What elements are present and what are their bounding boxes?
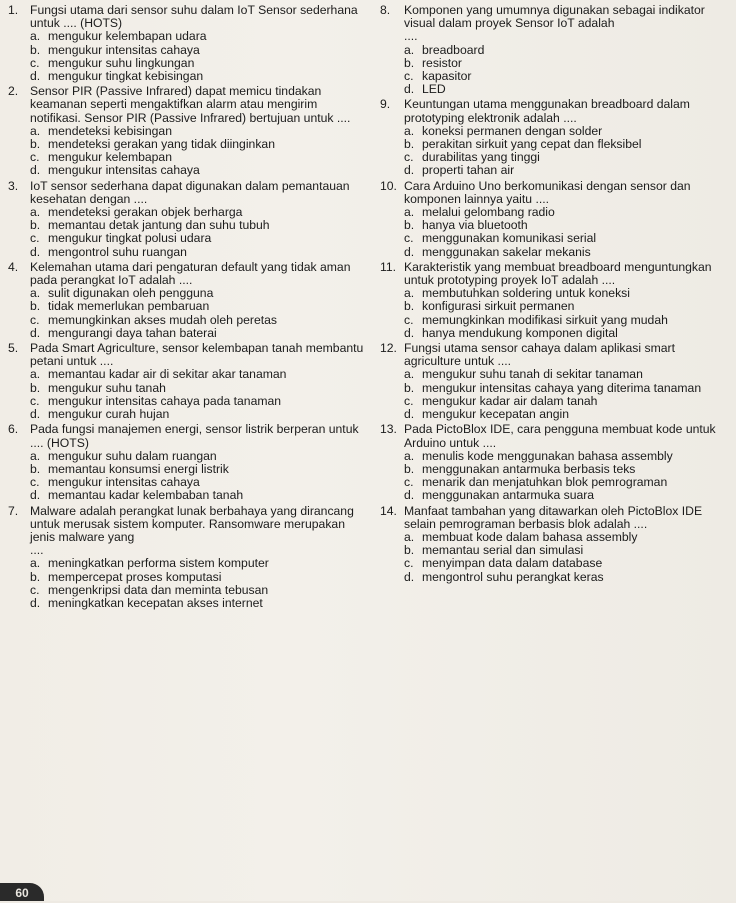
answer-option[interactable] [8, 164, 364, 177]
option-letter: d. [404, 325, 415, 340]
question-number: 12. [380, 341, 397, 356]
answer-option[interactable] [8, 571, 364, 584]
question-text: Keuntungan utama menggunakan breadboard dalam prototyping elektronik adalah .... [404, 97, 690, 125]
option-text: mengukur suhu tanah [48, 380, 166, 395]
option-text: resistor [422, 55, 462, 70]
option-text: hanya mendukung komponen digital [422, 325, 618, 340]
answer-option[interactable] [8, 232, 364, 245]
option-text: LED [422, 82, 446, 97]
question-item [8, 4, 364, 83]
question-item [380, 180, 732, 259]
option-text: kapasitor [422, 69, 472, 84]
option-letter: d. [404, 244, 415, 259]
option-letter: b. [404, 299, 415, 314]
question-text: Pada Smart Agriculture, sensor kelembapan tanah membantu petani untuk .... [30, 341, 364, 369]
option-letter: d. [404, 163, 415, 178]
option-text: mempercepat proses komputasi [48, 569, 222, 584]
option-text: perakitan sirkuit yang cepat dan fleksibel [422, 137, 642, 152]
question-text: Fungsi utama sensor cahaya dalam aplikasi smart agriculture untuk .... [404, 341, 675, 369]
answer-option[interactable] [8, 597, 364, 610]
question-stem [8, 342, 364, 368]
question-text: Pada PictoBlox IDE, cara pengguna membuat kode untuk Arduino untuk .... [404, 422, 716, 450]
question-stem [380, 98, 732, 124]
answer-option[interactable] [380, 450, 732, 463]
option-letter: a. [404, 123, 415, 138]
question-stem [380, 261, 732, 287]
option-text: mengukur tingkat kebisingan [48, 69, 204, 84]
question-item [8, 423, 364, 502]
option-text: mengukur suhu tanah di sekitar tanaman [422, 367, 643, 382]
question-item [380, 505, 732, 584]
answer-option[interactable] [380, 300, 732, 313]
option-letter: d. [404, 488, 415, 503]
question-text: Fungsi utama dari sensor suhu dalam IoT Sensor sederhana untuk .... (HOTS) [30, 3, 358, 31]
option-text: mengukur suhu dalam ruangan [48, 448, 217, 463]
answer-option[interactable] [8, 489, 364, 502]
question-number: 10. [380, 178, 397, 193]
question-text: Karakteristik yang membuat breadboard menguntungkan untuk prototyping proyek IoT adalah .... [404, 259, 712, 288]
option-letter: a. [30, 556, 41, 571]
question-item [8, 342, 364, 421]
option-letter: c. [404, 231, 414, 246]
option-letter: c. [404, 556, 414, 571]
option-text: mendeteksi gerakan yang tidak diinginkan [48, 137, 275, 152]
option-letter: d. [404, 82, 415, 97]
answer-option[interactable] [8, 30, 364, 43]
option-letter: a. [404, 205, 415, 220]
answer-option[interactable] [8, 44, 364, 57]
option-letter: b. [30, 380, 41, 395]
question-stem [8, 261, 364, 287]
option-text: mengukur kelembapan [48, 150, 172, 165]
option-letter: c. [30, 475, 40, 490]
question-stem [8, 423, 364, 449]
option-text: tidak memerlukan pembaruan [48, 299, 210, 314]
question-stem [8, 85, 364, 125]
option-letter: c. [404, 69, 414, 84]
answer-option[interactable] [8, 70, 364, 83]
question-stem [380, 180, 732, 206]
option-text: membutuhkan soldering untuk koneksi [422, 286, 630, 301]
option-text: mengukur kecepatan angin [422, 407, 570, 422]
question-item [380, 98, 732, 177]
answer-option[interactable] [380, 83, 732, 96]
option-letter: b. [30, 569, 41, 584]
left-column [8, 4, 364, 612]
option-letter: b. [404, 55, 415, 70]
option-text: memungkinkan akses mudah oleh peretas [48, 312, 277, 327]
option-text: mengukur intensitas cahaya [48, 42, 200, 57]
answer-option[interactable] [8, 450, 364, 463]
question-stem [8, 505, 364, 545]
option-text: mengukur intensitas cahaya [48, 475, 200, 490]
option-letter: b. [404, 543, 415, 558]
question-text: Malware adalah perangkat lunak berbahaya yang dirancang untuk merusak sistem komputer. Ransomware merupakan jenis malware yang [30, 503, 354, 544]
answer-option[interactable] [380, 382, 732, 395]
answer-option[interactable] [380, 327, 732, 340]
option-text: menulis kode menggunakan bahasa assembly [422, 448, 673, 463]
option-letter: c. [30, 150, 40, 165]
question-number: 5. [8, 341, 19, 356]
option-text: memantau detak jantung dan suhu tubuh [48, 218, 270, 233]
question-item [8, 505, 364, 611]
option-letter: a. [30, 29, 41, 44]
question-number: 7. [8, 503, 19, 518]
option-text: memantau serial dan simulasi [422, 543, 584, 558]
option-text: menggunakan antarmuka suara [422, 488, 595, 503]
page-number: 60 [0, 883, 44, 901]
option-text: mengukur suhu lingkungan [48, 55, 195, 70]
option-text: mengukur intensitas cahaya yang diterima tanaman [422, 380, 702, 395]
answer-option[interactable] [8, 368, 364, 381]
answer-option[interactable] [8, 246, 364, 259]
question-stem [380, 4, 732, 30]
option-text: menggunakan komunikasi serial [422, 231, 597, 246]
question-text: Cara Arduino Uno berkomunikasi dengan sensor dan komponen lainnya yaitu .... [404, 178, 691, 206]
option-letter: d. [30, 407, 41, 422]
option-letter: d. [404, 407, 415, 422]
question-item [8, 180, 364, 259]
answer-option[interactable] [380, 164, 732, 177]
option-text: memungkinkan modifikasi sirkuit yang mudah [422, 312, 668, 327]
option-letter: b. [30, 137, 41, 152]
option-letter: b. [404, 380, 415, 395]
option-text: meningkatkan performa sistem komputer [48, 556, 269, 571]
option-letter: c. [30, 393, 40, 408]
option-letter: d. [30, 244, 41, 259]
option-text: melalui gelombang radio [422, 205, 555, 220]
option-letter: a. [30, 205, 41, 220]
answer-option[interactable] [8, 382, 364, 395]
option-text: menggunakan sakelar mekanis [422, 244, 591, 259]
option-text: durabilitas yang tinggi [422, 150, 540, 165]
option-text: mengenkripsi data dan meminta tebusan [48, 582, 269, 597]
option-letter: a. [30, 448, 41, 463]
question-text: Sensor PIR (Passive Infrared) dapat memicu tindakan keamanan seperti mengaktifkan alarm atau mengirim notifikasi. Sensor PIR (Passive Infrared) bertujuan untuk .... [30, 84, 351, 125]
option-letter: a. [30, 286, 41, 301]
option-letter: d. [30, 325, 41, 340]
option-text: properti tahan air [422, 163, 515, 178]
question-text: Pada fungsi manajemen energi, sensor listrik berperan untuk .... (HOTS) [30, 422, 359, 450]
question-stem [8, 180, 364, 206]
option-text: mengukur tingkat polusi udara [48, 231, 212, 246]
question-number: 13. [380, 422, 397, 437]
answer-option[interactable] [380, 246, 732, 259]
question-number: 9. [380, 97, 391, 112]
question-number: 3. [8, 178, 19, 193]
option-text: meningkatkan kecepatan akses internet [48, 595, 263, 610]
option-letter: d. [30, 163, 41, 178]
question-stem [8, 4, 364, 30]
option-letter: a. [404, 448, 415, 463]
option-letter: a. [404, 42, 415, 57]
answer-option[interactable] [8, 408, 364, 421]
option-text: mengukur kelembapan udara [48, 29, 207, 44]
answer-option[interactable] [8, 557, 364, 570]
option-letter: b. [30, 461, 41, 476]
question-item [380, 261, 732, 340]
question-stem [380, 342, 732, 368]
right-column [380, 4, 732, 586]
option-text: koneksi permanen dengan solder [422, 123, 603, 138]
option-text: memantau konsumsi energi listrik [48, 461, 229, 476]
option-letter: a. [30, 367, 41, 382]
question-item [8, 85, 364, 177]
question-blank: .... [30, 543, 44, 558]
question-text: IoT sensor sederhana dapat digunakan dalam pemantauan kesehatan dengan .... [30, 178, 350, 206]
question-number: 8. [380, 3, 391, 17]
answer-option[interactable] [380, 408, 732, 421]
question-number: 1. [8, 3, 19, 17]
answer-option[interactable] [8, 327, 364, 340]
option-letter: c. [30, 582, 40, 597]
option-letter: c. [404, 475, 414, 490]
answer-option[interactable] [380, 557, 732, 570]
option-text: mendeteksi kebisingan [48, 123, 172, 138]
option-text: breadboard [422, 42, 485, 57]
option-text: memantau kadar air di sekitar akar tanaman [48, 367, 287, 382]
option-text: mengukur curah hujan [48, 407, 170, 422]
option-letter: d. [404, 569, 415, 584]
option-letter: a. [404, 286, 415, 301]
answer-option[interactable] [380, 44, 732, 57]
question-blank: .... [404, 29, 418, 44]
option-text: memantau kadar kelembaban tanah [48, 488, 244, 503]
option-letter: b. [30, 299, 41, 314]
option-letter: b. [404, 218, 415, 233]
answer-option[interactable] [380, 489, 732, 502]
option-letter: c. [404, 312, 414, 327]
question-stem [380, 423, 732, 449]
option-text: hanya via bluetooth [422, 218, 528, 233]
option-text: mengukur intensitas cahaya pada tanaman [48, 393, 282, 408]
option-letter: c. [30, 231, 40, 246]
option-text: mengukur intensitas cahaya [48, 163, 200, 178]
option-letter: c. [404, 150, 414, 165]
option-text: menarik dan menjatuhkan blok pemrograman [422, 475, 668, 490]
option-text: menggunakan antarmuka berbasis teks [422, 461, 636, 476]
option-text: mengukur kadar air dalam tanah [422, 393, 598, 408]
option-text: konfigurasi sirkuit permanen [422, 299, 575, 314]
option-letter: c. [404, 393, 414, 408]
option-text: mengontrol suhu perangkat keras [422, 569, 604, 584]
option-letter: b. [30, 218, 41, 233]
question-number: 11. [380, 259, 397, 274]
question-number: 6. [8, 422, 19, 437]
option-letter: a. [404, 367, 415, 382]
option-letter: d. [30, 488, 41, 503]
question-text: Komponen yang umumnya digunakan sebagai indikator visual dalam proyek Sensor IoT adalah [404, 3, 705, 31]
answer-option[interactable] [8, 300, 364, 313]
option-letter: d. [30, 595, 41, 610]
question-number: 14. [380, 503, 397, 518]
option-text: mengontrol suhu ruangan [48, 244, 187, 259]
question-item [8, 261, 364, 340]
answer-option[interactable] [8, 314, 364, 327]
question-number: 4. [8, 259, 19, 274]
question-number: 2. [8, 84, 19, 99]
option-text: sulit digunakan oleh pengguna [48, 286, 214, 301]
question-text: Manfaat tambahan yang ditawarkan oleh PictoBlox IDE selain pemrograman berbasis blok adalah .... [404, 503, 703, 531]
option-letter: b. [404, 461, 415, 476]
option-text: mendeteksi gerakan objek berharga [48, 205, 243, 220]
answer-option[interactable] [380, 368, 732, 381]
option-letter: b. [30, 42, 41, 57]
option-letter: c. [30, 55, 40, 70]
answer-option[interactable] [380, 314, 732, 327]
answer-option[interactable] [380, 232, 732, 245]
option-text: menyimpan data dalam database [422, 556, 603, 571]
option-letter: d. [30, 69, 41, 84]
option-text: membuat kode dalam bahasa assembly [422, 529, 638, 544]
answer-option[interactable] [8, 584, 364, 597]
option-letter: b. [404, 137, 415, 152]
option-letter: a. [30, 123, 41, 138]
question-stem [380, 505, 732, 531]
option-letter: a. [404, 529, 415, 544]
option-text: mengurangi daya tahan baterai [48, 325, 217, 340]
question-text: Kelemahan utama dari pengaturan default yang tidak aman pada perangkat IoT adalah .... [30, 259, 351, 288]
question-item [380, 423, 732, 502]
question-item [380, 4, 732, 96]
question-item [380, 342, 732, 421]
answer-option[interactable] [380, 571, 732, 584]
option-letter: c. [30, 312, 40, 327]
